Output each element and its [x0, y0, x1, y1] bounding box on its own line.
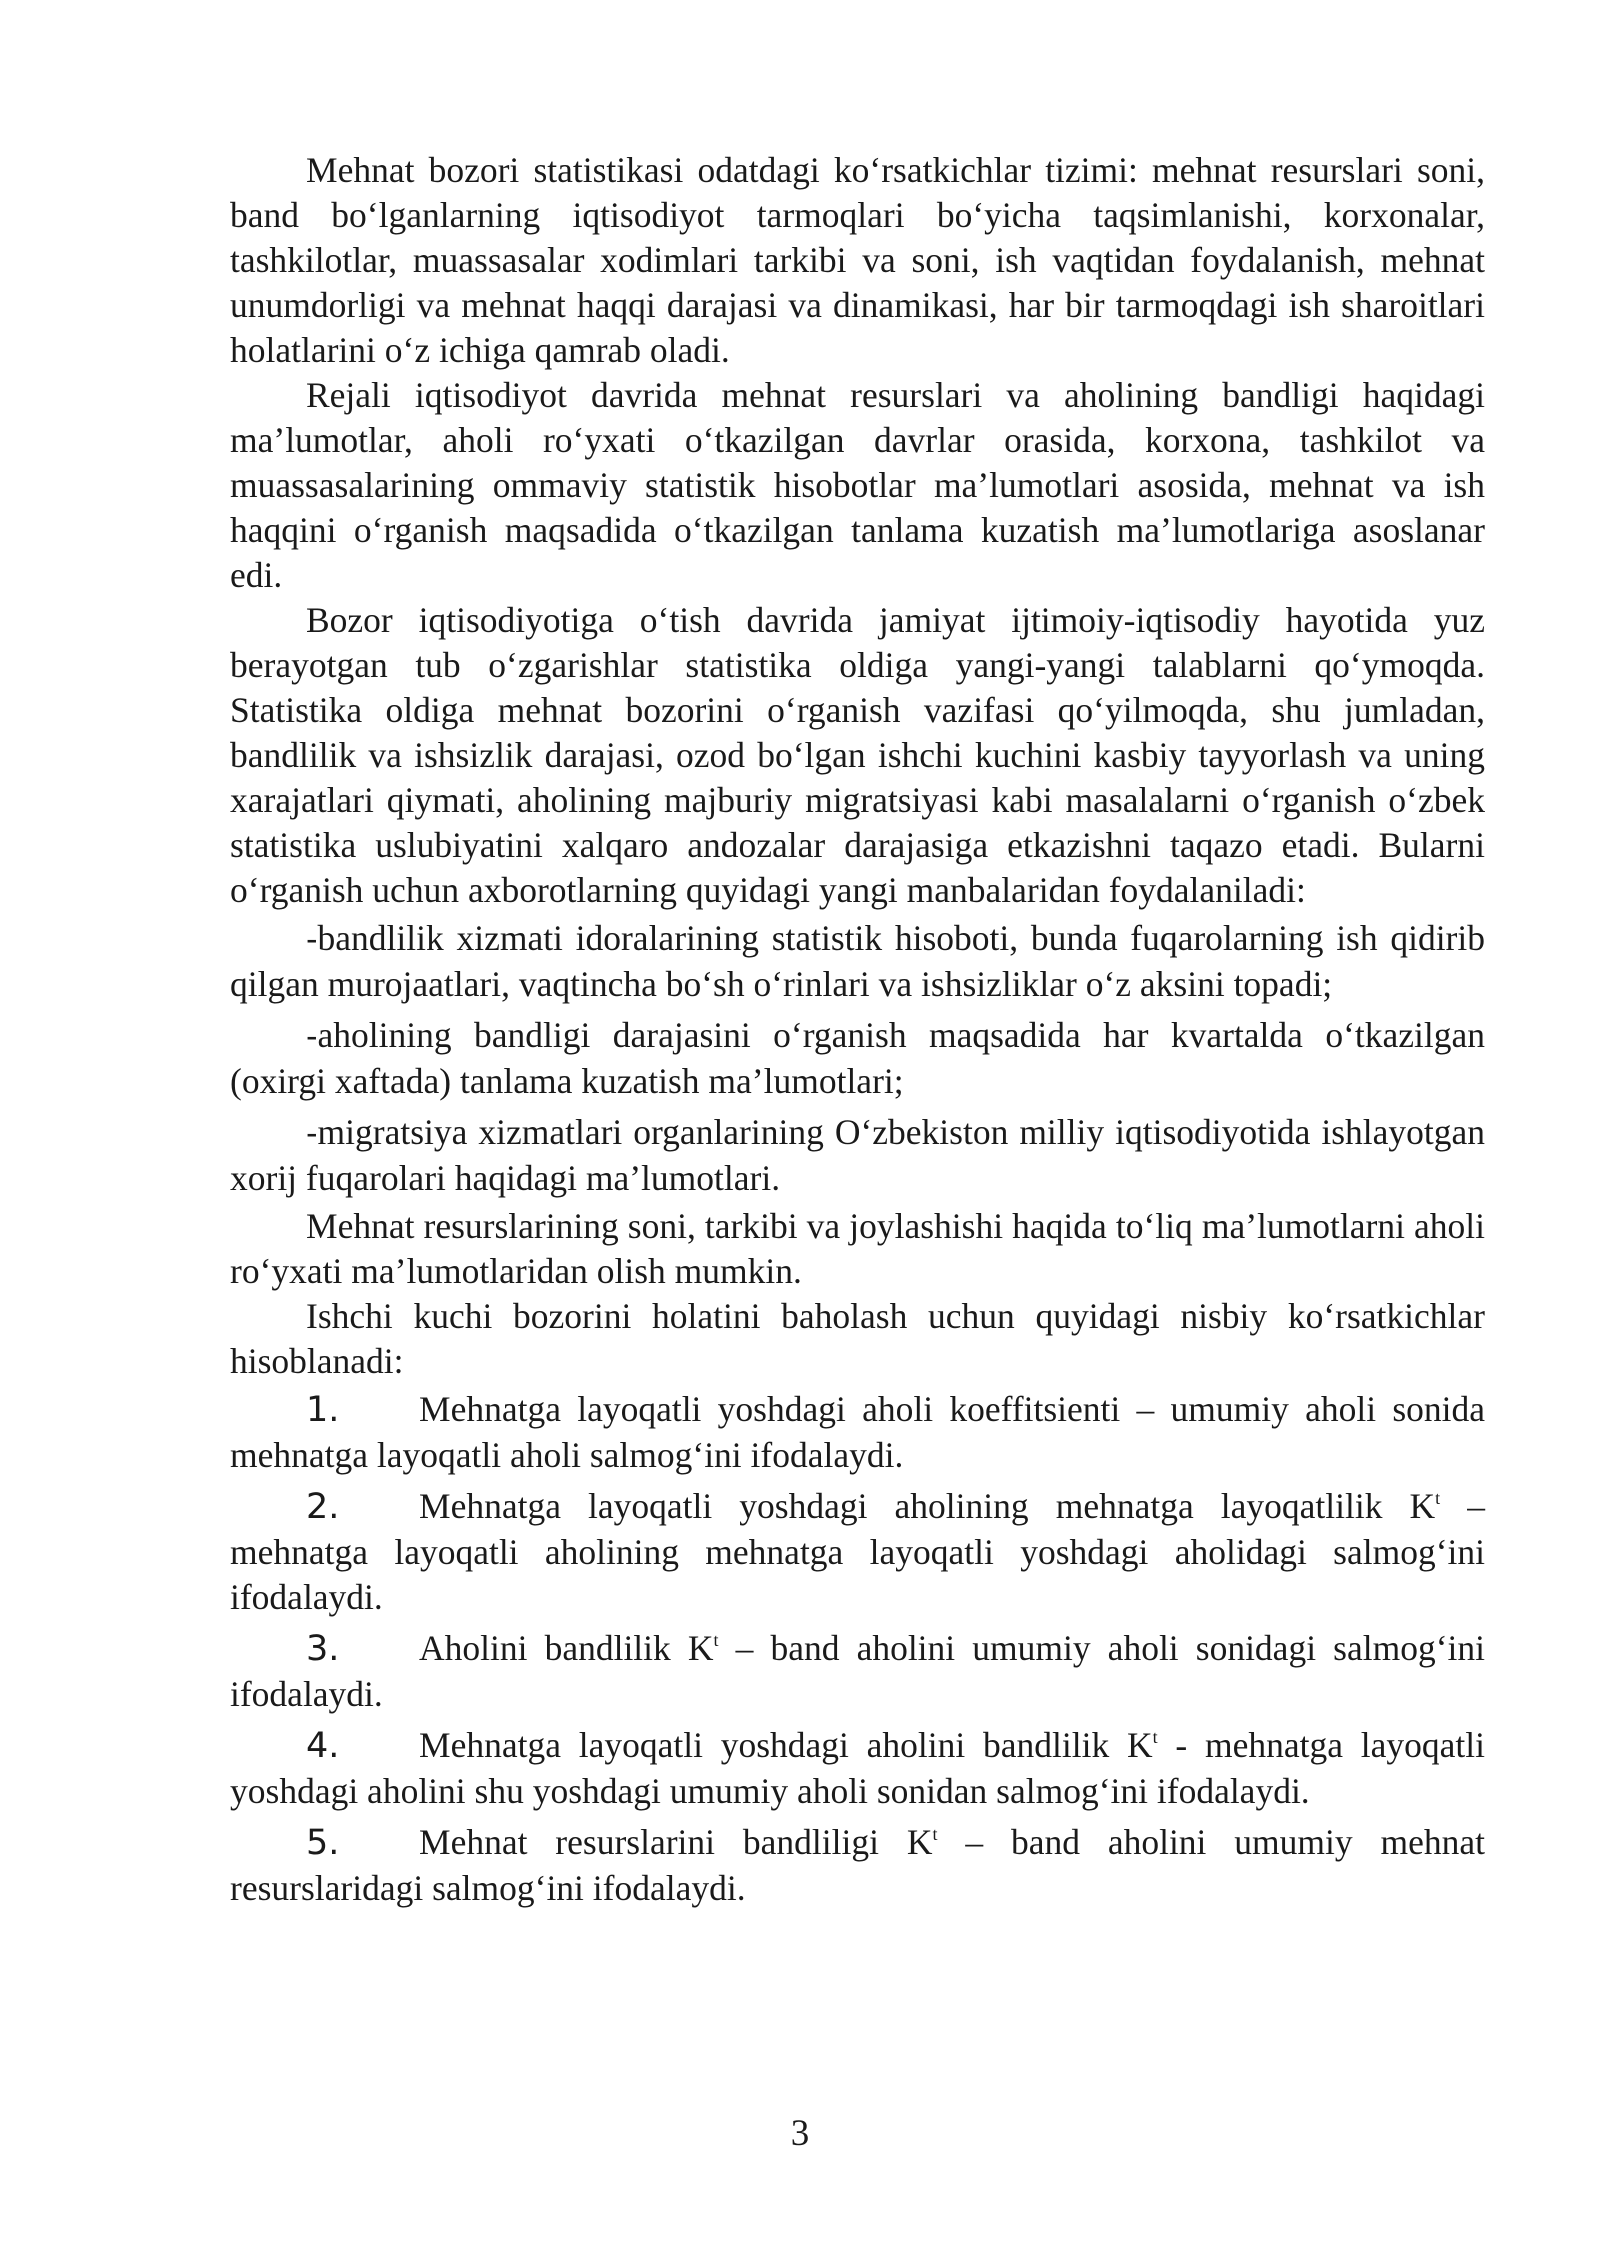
item-text: Mehnat resurslarini bandliligi K [419, 1822, 933, 1862]
document-page [230, 148, 1485, 1914]
item-text: Mehnatga layoqatli yoshdagi aholi koeffitsienti – umumiy aholi sonida mehnatga layoqatli aholi salmog‘ini ifodalaydi. [230, 1389, 1485, 1475]
bullet-marker: - [306, 1017, 318, 1055]
list-item-text: migratsiya xizmatlari organlarining O‘zbekiston milliy iqtisodiyotida ishlayotgan xorij fuqarolari haqidagi ma’lumotlari. [230, 1112, 1485, 1198]
paragraph-labor-market-statistics: Mehnat bozori statistikasi odatdagi ko‘rsatkichlar tizimi: mehnat resurslari soni, band bo‘lganlarning iqtisodiyot tarmoqlari bo‘yicha taqsimlanishi, korxonalar, tashkilotlar, muassasalar xodimlari tarkibi va soni, ish vaqtidan foydalanish, mehnat unumdorligi va mehnat haqqi darajasi va dinamikasi, har bir tarmoqdagi ish sharoitlari holatlarini o‘z ichiga qamrab oladi. [230, 150, 1485, 370]
list-item [230, 913, 1485, 1010]
superscript: t [1152, 1727, 1158, 1747]
superscript: t [932, 1824, 938, 1844]
item-number: 4. [306, 1726, 340, 1766]
item-number: 1. [306, 1390, 340, 1430]
page-number: 3 [790, 2113, 810, 2154]
paragraph-planned-economy: Rejali iqtisodiyot davrida mehnat resurslari va aholining bandligi haqidagi ma’lumotlar, aholi ro‘yxati o‘tkazilgan davrlar orasida, korxona, tashkilot va muassasalarining ommaviy statistik hisobotlar ma’lumotlari asosida, mehnat va ish haqqini o‘rganish maqsadida o‘tkazilgan tanlama kuzatish ma’lumotlariga asoslanar edi. [230, 375, 1485, 595]
paragraph-census: Mehnat resurslarining soni, tarkibi va joylashishi haqida to‘liq ma’lumotlarni aholi ro‘yxati ma’lumotlaridan olish mumkin. [230, 1206, 1485, 1291]
item-text: Mehnatga layoqatli yoshdagi aholini bandlilik K [419, 1725, 1153, 1765]
item-text-rest: – mehnatga layoqatli aholining mehnatga layoqatli yoshdagi aholidagi salmog‘ini ifodalaydi. [230, 1486, 1486, 1617]
item-text: Aholini bandlilik K [419, 1628, 714, 1668]
paragraph-market-economy: Bozor iqtisodiyotiga o‘tish davrida jamiyat ijtimoiy-iqtisodiy hayotida yuz berayotgan tub o‘zgarishlar statistika oldiga yangi-yangi talablarni qo‘ymoqda. Statistika oldiga mehnat bozorini o‘rganish vazifasi qo‘yilmoqda, shu jumladan, bandlilik va ishsizlik darajasi, ozod bo‘lgan ishchi kuchini kasbiy tayyorlash va uning xarajatlari qiymati, aholining majburiy migratsiyasi kabi masalalarni o‘rganish o‘zbek statistika uslubiyatini xalqaro andozalar darajasiga etkazishni taqazo etadi. Bularni o‘rganish uchun axborotlarning quyidagi yangi manbalaridan foydalaniladi: [230, 600, 1485, 910]
numbered-item [230, 1384, 1485, 1481]
list-item-text: bandlilik xizmati idoralarining statistik hisoboti, bunda fuqarolarning ish qidirib qilgan murojaatlari, vaqtincha bo‘sh o‘rinlari va ishsizliklar o‘z aksini topadi; [230, 918, 1485, 1004]
numbered-item [230, 1481, 1485, 1623]
list-item [230, 1107, 1485, 1204]
paragraph-indicators-intro: Ishchi kuchi bozorini holatini baholash uchun quyidagi nisbiy ko‘rsatkichlar hisoblanadi: [230, 1296, 1485, 1381]
item-text-rest: – band aholini umumiy aholi sonidagi salmog‘ini ifodalaydi. [230, 1628, 1485, 1714]
bullet-marker: - [306, 1114, 318, 1152]
item-number: 5. [306, 1823, 340, 1863]
numbered-item [230, 1623, 1485, 1720]
item-text-rest: - mehnatga layoqatli yoshdagi aholini shu yoshdagi umumiy aholi sonidan salmog‘ini ifodalaydi. [230, 1725, 1485, 1811]
item-number: 3. [306, 1629, 340, 1669]
numbered-item [230, 1817, 1485, 1914]
item-number: 2. [306, 1487, 340, 1527]
superscript: t [1435, 1488, 1441, 1508]
item-text-rest: – band aholini umumiy mehnat resurslaridagi salmog‘ini ifodalaydi. [230, 1822, 1485, 1908]
superscript: t [713, 1630, 719, 1650]
list-item-text: aholining bandligi darajasini o‘rganish maqsadida har kvartalda o‘tkazilgan (oxirgi xaftada) tanlama kuzatish ma’lumotlari; [230, 1015, 1485, 1101]
bullet-marker: - [306, 920, 318, 958]
list-item [230, 1010, 1485, 1107]
numbered-item [230, 1720, 1485, 1817]
item-text: Mehnatga layoqatli yoshdagi aholining mehnatga layoqatlilik K [419, 1486, 1436, 1526]
